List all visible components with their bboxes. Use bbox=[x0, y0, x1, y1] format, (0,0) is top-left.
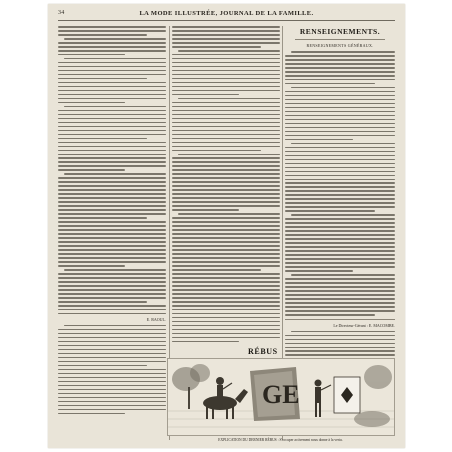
text-line bbox=[285, 155, 395, 157]
text-line bbox=[172, 62, 280, 64]
text-line bbox=[58, 365, 147, 367]
text-line bbox=[172, 26, 280, 28]
text-line bbox=[285, 79, 395, 81]
text-line bbox=[172, 293, 280, 295]
text-line bbox=[172, 78, 280, 80]
text-line bbox=[172, 229, 280, 231]
text-line bbox=[58, 413, 125, 415]
text-line bbox=[58, 373, 166, 375]
text-line bbox=[58, 114, 166, 116]
text-line bbox=[58, 74, 166, 76]
publisher-signature: Le Directeur-Gérant : E. MACOMBE. bbox=[333, 322, 395, 328]
text-line bbox=[285, 182, 395, 184]
text-line bbox=[285, 111, 395, 113]
text-line bbox=[58, 86, 166, 88]
text-line bbox=[172, 157, 280, 159]
section-title: RENSEIGNEMENTS. bbox=[299, 27, 381, 36]
text-line bbox=[58, 94, 166, 96]
text-line bbox=[58, 157, 166, 159]
text-line bbox=[285, 159, 395, 161]
text-line bbox=[285, 171, 395, 173]
text-line bbox=[172, 221, 280, 223]
text-line bbox=[285, 242, 395, 244]
text-line bbox=[58, 118, 166, 120]
text-line bbox=[285, 246, 395, 248]
text-line bbox=[58, 165, 166, 167]
text-line bbox=[172, 305, 280, 307]
text-line bbox=[58, 293, 166, 295]
text-line bbox=[58, 197, 166, 199]
text-line bbox=[285, 99, 395, 101]
text-line bbox=[285, 262, 395, 264]
text-line bbox=[285, 258, 395, 260]
text-line bbox=[58, 405, 166, 407]
text-line bbox=[285, 107, 395, 109]
text-line bbox=[58, 34, 147, 36]
playing-card-icon bbox=[334, 377, 360, 413]
text-line bbox=[172, 46, 261, 48]
text-line bbox=[172, 126, 280, 128]
text-line bbox=[172, 138, 280, 140]
text-line bbox=[58, 221, 166, 223]
body-text-block bbox=[285, 51, 395, 316]
text-line bbox=[285, 59, 395, 61]
left-column bbox=[58, 26, 166, 440]
text-line bbox=[172, 161, 280, 163]
text-line bbox=[172, 245, 280, 247]
text-line bbox=[285, 347, 395, 349]
text-line bbox=[172, 94, 239, 96]
text-line bbox=[58, 237, 166, 239]
text-line bbox=[172, 173, 280, 175]
text-line bbox=[58, 26, 166, 28]
text-line bbox=[58, 253, 166, 255]
text-line bbox=[172, 237, 280, 239]
text-line bbox=[58, 181, 166, 183]
text-line bbox=[172, 165, 280, 167]
text-line bbox=[58, 42, 166, 44]
text-line bbox=[172, 225, 280, 227]
text-line bbox=[58, 385, 166, 387]
text-line bbox=[58, 381, 166, 383]
text-line bbox=[172, 82, 280, 84]
text-line bbox=[58, 333, 166, 335]
text-line bbox=[172, 54, 280, 56]
text-line bbox=[285, 210, 375, 212]
text-line bbox=[178, 98, 280, 100]
text-line bbox=[172, 217, 280, 219]
text-line bbox=[58, 401, 166, 403]
rebus-caption: EXPLICATION DU DERNIER RÉBUS : S'occuper activement nous donne à la vertu. bbox=[218, 438, 343, 442]
text-line bbox=[285, 302, 395, 304]
text-line bbox=[172, 197, 280, 199]
text-line bbox=[285, 254, 395, 256]
text-line bbox=[285, 115, 395, 117]
text-line bbox=[172, 134, 280, 136]
text-line bbox=[172, 273, 280, 275]
text-line bbox=[58, 393, 166, 395]
text-line bbox=[58, 229, 166, 231]
text-line bbox=[172, 150, 261, 152]
text-line bbox=[172, 233, 280, 235]
text-line bbox=[58, 329, 166, 331]
text-line bbox=[285, 179, 395, 181]
text-line bbox=[285, 270, 353, 272]
text-line bbox=[172, 333, 280, 335]
text-line bbox=[178, 50, 280, 52]
text-line bbox=[285, 127, 395, 129]
text-line bbox=[58, 150, 166, 152]
text-line bbox=[172, 142, 280, 144]
text-line bbox=[285, 119, 395, 121]
text-line bbox=[64, 58, 166, 60]
text-line bbox=[285, 55, 395, 57]
text-line bbox=[172, 289, 280, 291]
text-line bbox=[58, 70, 166, 72]
rebus-illustration bbox=[167, 358, 395, 436]
text-line bbox=[172, 74, 280, 76]
text-line bbox=[172, 309, 280, 311]
text-line bbox=[58, 177, 166, 179]
text-line bbox=[58, 273, 166, 275]
text-line bbox=[58, 142, 166, 144]
text-line bbox=[58, 78, 147, 80]
text-line bbox=[172, 122, 280, 124]
text-line bbox=[285, 186, 395, 188]
text-line bbox=[172, 313, 280, 315]
text-line bbox=[58, 297, 166, 299]
text-line bbox=[58, 309, 166, 311]
text-line bbox=[172, 146, 280, 148]
text-line bbox=[285, 282, 395, 284]
text-line bbox=[58, 301, 147, 303]
text-line bbox=[285, 139, 353, 141]
text-line bbox=[172, 341, 239, 343]
article-signature: E. RAOUL. bbox=[146, 316, 166, 322]
text-line bbox=[285, 83, 375, 85]
text-line bbox=[58, 102, 125, 104]
text-line bbox=[178, 154, 280, 156]
text-line bbox=[285, 202, 395, 204]
text-line bbox=[285, 238, 395, 240]
text-line bbox=[172, 269, 261, 271]
text-line bbox=[172, 193, 280, 195]
text-line bbox=[285, 314, 375, 316]
text-line bbox=[172, 189, 280, 191]
text-line bbox=[172, 241, 280, 243]
text-line bbox=[58, 146, 166, 148]
text-line bbox=[172, 110, 280, 112]
text-line bbox=[285, 147, 395, 149]
text-line bbox=[58, 265, 125, 267]
page-number: 34 bbox=[58, 10, 65, 16]
text-line bbox=[58, 189, 166, 191]
text-line bbox=[291, 331, 395, 333]
text-line bbox=[172, 30, 280, 32]
text-line bbox=[58, 50, 166, 52]
text-line bbox=[64, 38, 166, 40]
text-line bbox=[172, 38, 280, 40]
text-line bbox=[58, 377, 166, 379]
text-line bbox=[172, 253, 280, 255]
text-line bbox=[172, 301, 280, 303]
text-line bbox=[291, 87, 395, 89]
text-line bbox=[285, 290, 395, 292]
text-line bbox=[285, 250, 395, 252]
section-rule bbox=[295, 39, 385, 40]
text-line bbox=[172, 329, 280, 331]
text-line bbox=[172, 201, 280, 203]
journal-title: LA MODE ILLUSTRÉE, JOURNAL DE LA FAMILLE. bbox=[139, 10, 314, 17]
text-line bbox=[58, 249, 166, 251]
text-line bbox=[172, 265, 280, 267]
text-line bbox=[285, 63, 395, 65]
section-rule bbox=[285, 319, 395, 320]
text-line bbox=[178, 213, 280, 215]
text-line bbox=[285, 226, 395, 228]
text-line bbox=[285, 190, 395, 192]
text-line bbox=[58, 209, 166, 211]
section-subtitle: RENSEIGNEMENTS GÉNÉRAUX. bbox=[306, 43, 374, 48]
text-line bbox=[58, 46, 166, 48]
text-line bbox=[285, 306, 395, 308]
text-line bbox=[58, 154, 166, 156]
text-line bbox=[172, 257, 280, 259]
text-line bbox=[58, 281, 166, 283]
rebus-title: RÉBUS bbox=[248, 347, 278, 356]
page-header bbox=[58, 10, 395, 21]
text-line bbox=[285, 339, 395, 341]
text-line bbox=[172, 281, 280, 283]
text-line bbox=[172, 70, 280, 72]
text-line bbox=[172, 177, 280, 179]
text-line bbox=[172, 321, 280, 323]
text-line bbox=[285, 151, 395, 153]
text-line bbox=[58, 82, 166, 84]
body-text-block bbox=[172, 26, 280, 342]
body-text-block bbox=[58, 26, 166, 314]
text-line bbox=[172, 317, 280, 319]
text-line bbox=[291, 214, 395, 216]
text-line bbox=[58, 217, 147, 219]
text-line bbox=[58, 193, 166, 195]
text-line bbox=[58, 185, 166, 187]
text-line bbox=[285, 67, 395, 69]
text-line bbox=[58, 98, 166, 100]
text-line bbox=[285, 175, 395, 177]
text-line bbox=[172, 249, 280, 251]
text-line bbox=[58, 62, 166, 64]
text-line bbox=[172, 58, 280, 60]
text-line bbox=[58, 369, 166, 371]
text-line bbox=[285, 310, 395, 312]
text-line bbox=[172, 66, 280, 68]
text-line bbox=[285, 222, 395, 224]
text-line bbox=[285, 350, 395, 352]
text-line bbox=[285, 71, 395, 73]
text-line bbox=[285, 335, 395, 337]
text-line bbox=[172, 205, 280, 207]
rock-letters-icon bbox=[250, 367, 300, 421]
text-line bbox=[58, 357, 166, 359]
text-line bbox=[58, 285, 166, 287]
text-line bbox=[58, 126, 166, 128]
text-line bbox=[64, 269, 166, 271]
text-line bbox=[285, 131, 395, 133]
text-line bbox=[172, 102, 280, 104]
text-line bbox=[172, 34, 280, 36]
text-line bbox=[64, 173, 166, 175]
text-line bbox=[58, 225, 166, 227]
text-line bbox=[58, 205, 166, 207]
text-line bbox=[285, 75, 395, 77]
text-line bbox=[58, 349, 166, 351]
text-line bbox=[58, 213, 166, 215]
text-line bbox=[58, 305, 166, 307]
text-line bbox=[285, 91, 395, 93]
text-line bbox=[58, 138, 147, 140]
text-line bbox=[58, 130, 166, 132]
text-line bbox=[58, 345, 166, 347]
body-text-block bbox=[58, 325, 166, 414]
text-line bbox=[58, 341, 166, 343]
text-line bbox=[172, 337, 280, 339]
text-line bbox=[172, 325, 280, 327]
text-line bbox=[172, 169, 280, 171]
text-line bbox=[58, 313, 166, 315]
text-line bbox=[291, 143, 395, 145]
text-line bbox=[285, 278, 395, 280]
text-line bbox=[285, 286, 395, 288]
text-line bbox=[285, 135, 395, 137]
text-line bbox=[58, 110, 166, 112]
text-line bbox=[172, 118, 280, 120]
svg-text:GE: GE bbox=[262, 380, 300, 409]
text-line bbox=[58, 30, 166, 32]
text-line bbox=[172, 86, 280, 88]
text-line bbox=[285, 123, 395, 125]
text-line bbox=[285, 234, 395, 236]
text-line bbox=[172, 130, 280, 132]
text-line bbox=[285, 294, 395, 296]
text-line bbox=[172, 114, 280, 116]
text-line bbox=[285, 167, 395, 169]
text-line bbox=[285, 298, 395, 300]
text-line bbox=[172, 185, 280, 187]
text-line bbox=[58, 201, 166, 203]
text-line bbox=[58, 134, 166, 136]
text-line bbox=[172, 106, 280, 108]
text-line bbox=[58, 337, 166, 339]
text-line bbox=[172, 285, 280, 287]
text-line bbox=[58, 66, 166, 68]
text-line bbox=[285, 354, 395, 356]
text-line bbox=[58, 54, 125, 56]
text-line bbox=[58, 122, 166, 124]
text-line bbox=[285, 198, 395, 200]
text-line bbox=[172, 277, 280, 279]
text-line bbox=[58, 261, 166, 263]
text-line bbox=[285, 206, 395, 208]
text-line bbox=[58, 257, 166, 259]
journal-page bbox=[48, 4, 405, 448]
text-line bbox=[58, 277, 166, 279]
text-line bbox=[291, 51, 395, 53]
text-line bbox=[58, 233, 166, 235]
text-line bbox=[285, 266, 395, 268]
text-line bbox=[58, 161, 166, 163]
text-line bbox=[58, 245, 166, 247]
text-line bbox=[172, 209, 239, 211]
text-line bbox=[64, 106, 166, 108]
text-line bbox=[285, 343, 395, 345]
text-line bbox=[285, 103, 395, 105]
text-line bbox=[58, 90, 166, 92]
text-line bbox=[291, 274, 395, 276]
text-line bbox=[285, 95, 395, 97]
text-line bbox=[58, 241, 166, 243]
text-line bbox=[172, 261, 280, 263]
text-line bbox=[58, 389, 166, 391]
text-line bbox=[172, 297, 280, 299]
text-line bbox=[58, 397, 166, 399]
text-line bbox=[64, 325, 166, 327]
text-line bbox=[58, 289, 166, 291]
text-line bbox=[285, 218, 395, 220]
text-line bbox=[285, 194, 395, 196]
text-line bbox=[285, 163, 395, 165]
text-line bbox=[58, 361, 166, 363]
text-line bbox=[58, 409, 166, 411]
text-line bbox=[58, 353, 166, 355]
text-line bbox=[285, 230, 395, 232]
text-line bbox=[172, 90, 280, 92]
text-line bbox=[172, 181, 280, 183]
text-line bbox=[172, 42, 280, 44]
text-line bbox=[58, 169, 125, 171]
